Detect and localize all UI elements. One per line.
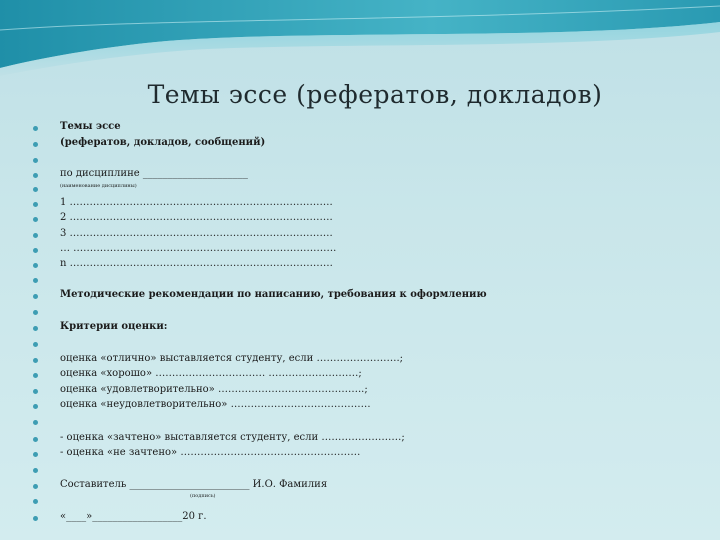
text-line: Темы эссе [60,121,121,132]
text-line: 3 ……………………………………………………………………. [60,228,333,239]
bullet-marker [33,202,38,207]
text-line: Методические рекомендации по написанию, требования к оформлению [60,289,487,300]
bullet-marker [33,420,38,425]
bullet-marker [33,126,38,131]
bullet-marker [33,452,38,457]
text-line: оценка «удовлетворительно» ……………………………………..; [60,384,368,395]
text-line: 1 ……………………………………………………………………. [60,197,333,208]
text-line: Критерии оценки: [60,321,168,332]
bullet-marker [33,158,38,163]
text-line: по дисциплине _____________________ [60,168,248,179]
bullet-marker [33,358,38,363]
header-wave-decoration [0,0,720,80]
bullet-marker [33,516,38,521]
bullet-marker [33,233,38,238]
text-line: - оценка «не зачтено» ……………………………………………… [60,447,361,458]
bullet-marker [33,173,38,178]
text-line: (наименование дисциплины) [60,183,137,189]
text-line: … ……………………………………………………………………. [60,243,337,254]
text-line: n ……………………………………………………………………. [60,258,333,269]
text-line: (рефератов, докладов, сообщений) [60,137,266,148]
bullet-marker [33,342,38,347]
text-line: Составитель ________________________ И.О. Фамилия [60,479,328,490]
bullet-marker [33,437,38,442]
text-line: «____»__________________20 г. [60,511,207,522]
bullet-marker [33,248,38,253]
bullet-marker [33,142,38,147]
bullet-marker [33,389,38,394]
text-line: - оценка «зачтено» выставляется студенту, если ……………………; [60,432,405,443]
bullet-marker [33,499,38,504]
bullet-marker [33,310,38,315]
bullet-marker [33,484,38,489]
bullet-marker [33,278,38,283]
text-line: оценка «хорошо» …………………………… ………………………; [60,368,362,379]
text-line: оценка «неудовлетворительно» …………………………………… [60,399,371,410]
text-line: 2 ……………………………………………………………………. [60,212,333,223]
bullet-marker [33,187,38,192]
bullet-marker [33,404,38,409]
bullet-marker [33,263,38,268]
signature-caption: (подпись) [190,493,216,499]
bullet-marker [33,326,38,331]
bullet-marker [33,217,38,222]
bullet-marker [33,373,38,378]
bullet-marker [33,294,38,299]
bullet-marker [33,468,38,473]
text-line: оценка «отлично» выставляется студенту, если …………………….; [60,353,404,364]
page-title: Темы эссе (рефератов, докладов) [147,80,603,109]
